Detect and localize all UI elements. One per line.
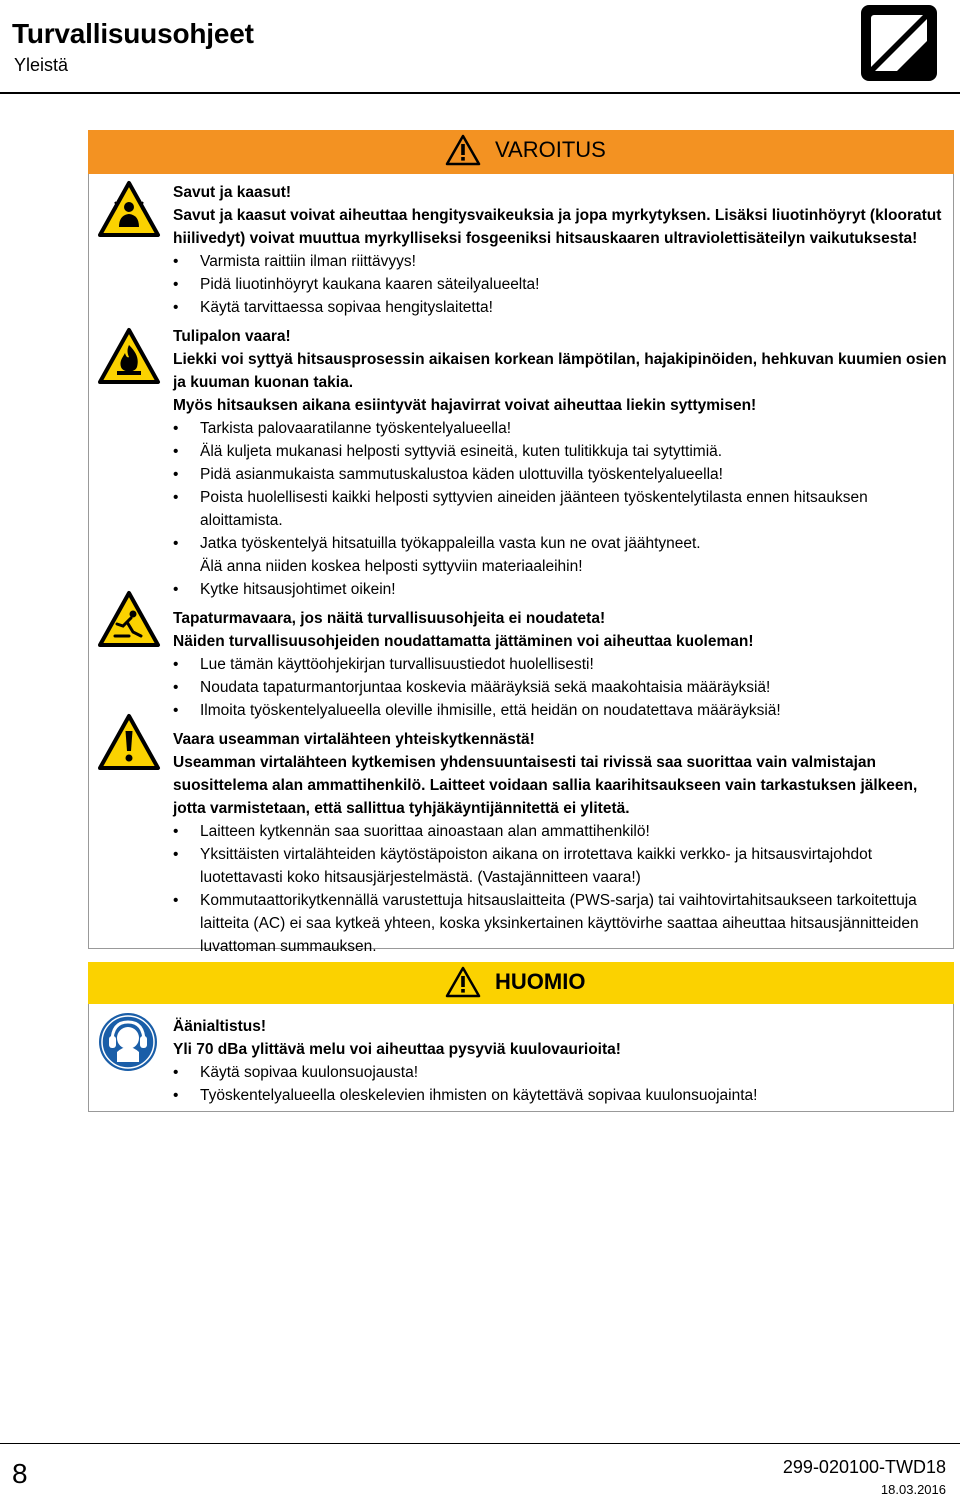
list-item: • Älä kuljeta mukanasi helposti syttyviä esineitä, kuten tulitikkuja tai sytyttimiä.	[173, 440, 948, 463]
accident-hazard-icon	[97, 590, 161, 648]
page-title: Turvallisuusohjeet	[12, 18, 254, 49]
paragraph: Tulipalon vaara!	[173, 328, 291, 345]
list-item: • Tarkista palovaaratilanne työskentelyalueella!	[173, 417, 948, 440]
list-item: • Käytä sopivaa kuulonsuojausta!	[173, 1061, 948, 1084]
hearing-protection-icon	[98, 1012, 158, 1072]
list-item-continuation: Älä anna niiden koskea helposti syttyviin materiaaleihin!	[200, 558, 583, 575]
toxic-fumes-warning-icon	[97, 180, 161, 238]
page-subtitle: Yleistä	[14, 55, 69, 75]
paragraph: Äänialtistus!	[173, 1018, 267, 1035]
header-divider	[0, 92, 960, 94]
list-item: • Ilmoita työskentelyalueella oleville ihmisille, että heidän on noudatettava määräyksiä!	[173, 699, 948, 722]
paragraph: Savut ja kaasut!	[173, 184, 292, 201]
paragraph: Myös hitsauksen aikana esiintyvät hajavirrat voivat aiheuttaa liekin syttymisen!	[173, 397, 757, 414]
warning-content	[173, 181, 948, 958]
warning-header	[445, 134, 606, 166]
list-item: • Noudata tapaturmantorjuntaa koskevia määräyksiä sekä maakohtaisia määräyksiä!	[173, 676, 948, 699]
list-item: • Poista huolellisesti kaikki helposti syttyvien aineiden jäänteen työskentelytilasta ennen hitsauksen aloittamista.	[173, 486, 948, 532]
note-content	[173, 1015, 948, 1107]
footer-divider	[0, 1443, 960, 1444]
warning-triangle-icon	[445, 134, 481, 166]
list-item: • Lue tämän käyttöohjekirjan turvallisuustiedot huolellisesti!	[173, 653, 948, 676]
paragraph: Näiden turvallisuusohjeiden noudattamatta jättäminen voi aiheuttaa kuoleman!	[173, 633, 754, 650]
paragraph: Yli 70 dBa ylittävä melu voi aiheuttaa pysyviä kuulovaurioita!	[173, 1041, 621, 1058]
list-item: • Laitteen kytkennän saa suorittaa ainoastaan alan ammattihenkilö!	[173, 820, 948, 843]
list-item: • Käytä tarvittaessa sopivaa hengityslaitetta!	[173, 296, 948, 319]
paragraph: Useamman virtalähteen kytkemisen yhdensuuntaisesti tai rivissä saa suorittaa vain valmistajan suosittelema alan ammattihenkilö. Laitteet voidaan sallia kaarihitsaukseen vain tarkastuksen jälkeen, jotta varmistetaan, että sallittua tyhjäkäyntijännitettä ei ylitetä.	[173, 754, 918, 817]
paragraph: Vaara useamman virtalähteen yhteiskytkennästä!	[173, 731, 535, 748]
list-item: • Pidä liuotinhöyryt kaukana kaaren säteilyalueelta!	[173, 273, 948, 296]
paragraph: Liekki voi syttyä hitsausprosessin aikaisen korkean lämpötilan, hajakipinöiden, hehkuvan kuumien osien ja kuuman kuonan takia.	[173, 351, 947, 391]
fire-hazard-icon	[97, 327, 161, 385]
page-number: 8	[12, 1458, 28, 1489]
list-item: • Varmista raittiin ilman riittävyys!	[173, 250, 948, 273]
list-item: • Työskentelyalueella oleskelevien ihmisten on käytettävä sopivaa kuulonsuojainta!	[173, 1084, 948, 1107]
warning-title: VAROITUS	[495, 137, 606, 162]
list-item: • Kommutaattorikytkennällä varustettuja hitsauslaitteita (PWS-sarja) tai vaihtovirtahitsaukseen tarkoitettuja laitteita (AC) ei saa kytkeä yhteen, koska yksinkertainen käyttövirhe saattaa aiheuttaa hitsausjännitteiden luvattoman summauksen.	[173, 889, 948, 958]
company-logo	[859, 3, 939, 83]
list-item: • Jatka työskentelyä hitsatuilla työkappaleilla vasta kun ne ovat jäähtyneet.	[173, 532, 948, 555]
paragraph: Savut ja kaasut voivat aiheuttaa hengitysvaikeuksia ja jopa myrkytyksen. Lisäksi liuotinhöyryt (klooratut hiilivedyt) voivat muuttua myrkylliseksi fosgeeniksi hitsauskaaren ultraviolettisäteilyn vaikutuksesta!	[173, 207, 942, 247]
warning-triangle-icon	[445, 966, 481, 998]
list-item: • Pidä asianmukaista sammutuskalustoa käden ulottuvilla työskentelyalueella!	[173, 463, 948, 486]
general-warning-icon	[97, 713, 161, 771]
note-title: HUOMIO	[495, 969, 586, 994]
list-item: • Yksittäisten virtalähteiden käytöstäpoiston aikana on irrotettava kaikki verkko- ja hitsausvirtajohdot luotettavasti koko hitsausjärjestelmästä. (Vastajännitteen vaara!)	[173, 843, 948, 889]
list-item: • Kytke hitsausjohtimet oikein!	[173, 578, 948, 601]
document-date: 18.03.2016	[880, 1482, 946, 1497]
document-id: 299-020100-TWD18	[782, 1457, 946, 1477]
note-header	[445, 966, 585, 998]
paragraph: Tapaturmavaara, jos näitä turvallisuusohjeita ei noudateta!	[173, 610, 606, 627]
